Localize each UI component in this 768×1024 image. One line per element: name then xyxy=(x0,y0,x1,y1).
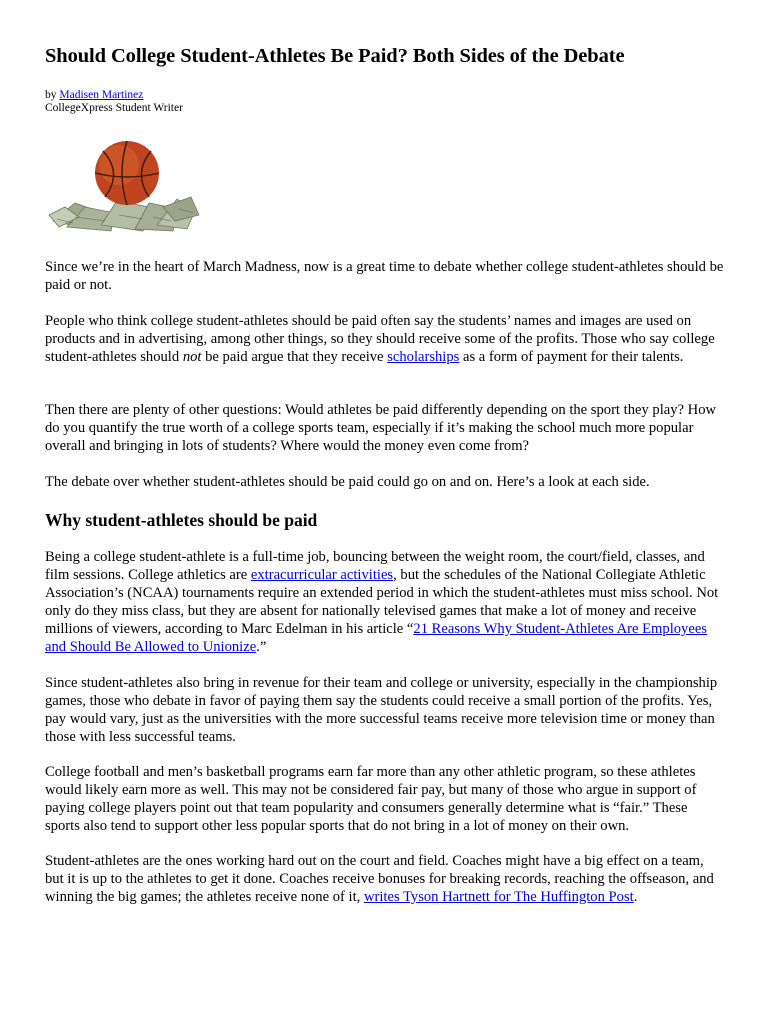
paragraph-8 xyxy=(45,853,725,907)
byline xyxy=(45,89,183,115)
basketball-on-money-image xyxy=(45,137,205,235)
paragraph-4: The debate over whether student-athletes should be paid could go on and on. Here’s a look at each side. xyxy=(45,474,650,490)
byline-prefix: by xyxy=(45,89,57,101)
p8-text-b: . xyxy=(633,888,638,905)
scholarships-link[interactable]: scholarships xyxy=(387,348,460,365)
author-link[interactable]: Madisen Martinez xyxy=(59,89,144,101)
paragraph-3: Then there are plenty of other questions: Would athletes be paid differently depending on the sport they play? How do you quantify the true worth of a college sports team, especially if it’s making the school much more popular overall and bringing in lots of students? Where would the money even come from? xyxy=(45,402,717,454)
paragraph-5 xyxy=(45,549,725,656)
p5-text-c: .” xyxy=(256,638,267,655)
paragraph-2 xyxy=(45,313,725,367)
p5-text-b: , but the schedules of the National Collegiate Athletic Association’s (NCAA) tournaments require an extended period in which the student-athletes must miss school. Not only do they miss class, but they are absent for nationally televised games that make a lot of money and receive millions of viewers, according to Marc Edelman in his article “ xyxy=(45,566,719,637)
section-heading: Why student-athletes should be paid xyxy=(45,510,318,530)
p2-emphasis: not xyxy=(182,348,202,365)
edelman-article-link[interactable]: 21 Reasons Why Student-Athletes Are Employees and Should Be Allowed to Unionize xyxy=(45,620,707,655)
p2-text-a: People who think college student-athletes should be paid often say the students’ names and images are used on products and in advertising, among other things, so they should receive some of the profits. Those who say college student-athletes should xyxy=(45,313,715,365)
hero-image xyxy=(45,137,205,235)
p2-text-b: be paid argue that they receive xyxy=(201,348,388,365)
article-title: Should College Student-Athletes Be Paid? Both Sides of the Debate xyxy=(45,45,625,67)
p8-text-a: Student-athletes are the ones working hard out on the court and field. Coaches might have a big effect on a team, but it is up to the athletes to get it done. Coaches receive bonuses for breaking records, reaching the offseason, and winning the big games; the athletes receive none of it, xyxy=(45,853,714,905)
p5-text-a: Being a college student-athlete is a full-time job, bouncing between the weight room, the court/field, classes, and film sessions. College athletics are xyxy=(45,549,705,583)
extracurricular-link[interactable]: extracurricular activities xyxy=(250,566,394,583)
paragraph-6: Since student-athletes also bring in revenue for their team and college or university, especially in the championship games, those who debate in favor of paying them say the students could receive a small portion of the profits. Yes, pay would vary, just as the universities with the more successful teams receive more television time or money than those with less successful teams. xyxy=(45,675,718,745)
paragraph-7: College football and men’s basketball programs earn far more than any other athletic program, so these athletes would likely earn more as well. This may not be considered fair pay, but many of those who argue in support of paying college players point out that team popularity and consumers generally determine what is “fair.” These sports also tend to support other less popular sports that do not bring in a lot of money on their own. xyxy=(45,764,697,834)
p2-text-c: as a form of payment for their talents. xyxy=(459,348,684,365)
huffington-post-link[interactable]: writes Tyson Hartnett for The Huffington Post xyxy=(363,888,634,905)
paragraph-1: Since we’re in the heart of March Madness, now is a great time to debate whether college student-athletes should be paid or not. xyxy=(45,259,724,293)
author-role: CollegeXpress Student Writer xyxy=(45,102,183,114)
